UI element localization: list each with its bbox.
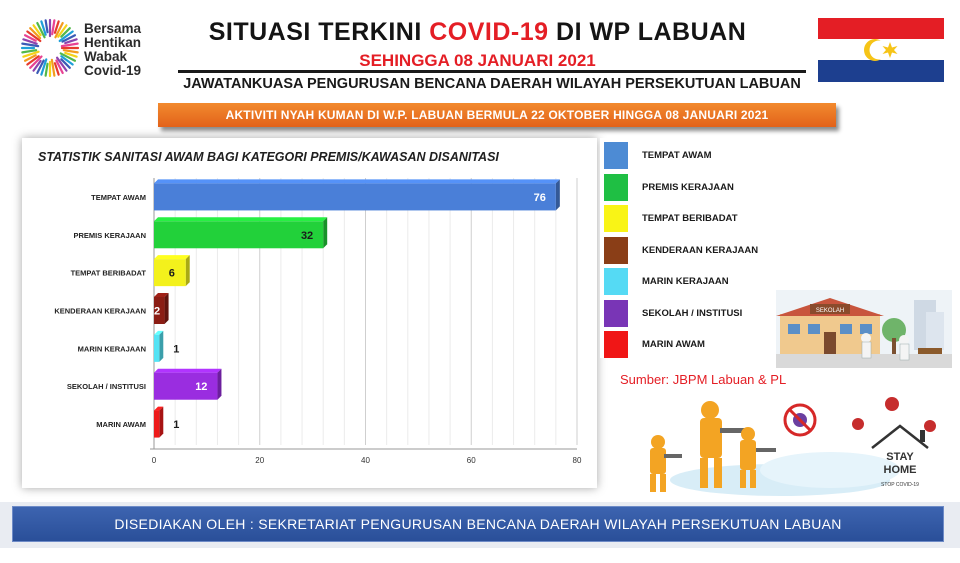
category-label: MARIN KERAJAAN: [77, 344, 146, 354]
legend-swatch: [604, 300, 628, 327]
category-label: TEMPAT AWAM: [91, 192, 146, 202]
bar-side-face: [217, 369, 221, 400]
legend-swatch: [604, 268, 628, 295]
x-tick-label: 40: [361, 456, 370, 465]
date-subtitle: SEHINGGA 08 JANUARI 2021: [359, 51, 596, 70]
category-label: KENDERAAN KERAJAAN: [54, 306, 146, 316]
labuan-flag-icon: [818, 18, 944, 82]
logo-ray: [46, 20, 48, 32]
category-label: PREMIS KERAJAAN: [73, 230, 146, 240]
bar: [154, 373, 217, 400]
source-note: Sumber: JBPM Labuan & PL: [620, 372, 787, 387]
stop-covid-caption: STOP COVID-19: [881, 482, 919, 488]
legend-label: PREMIS KERAJAAN: [642, 181, 734, 193]
bar: [154, 335, 159, 362]
committee-name: JAWATANKUASA PENGURUSAN BENCANA DAERAH WILAYAH PERSEKUTUAN LABUAN: [183, 76, 801, 92]
x-tick-label: 20: [255, 456, 265, 465]
page-title: [170, 18, 785, 47]
legend-swatch: [604, 174, 628, 201]
title-suffix: DI WP LABUAN: [556, 18, 747, 46]
category-label: SEKOLAH / INSTITUSI: [66, 382, 146, 392]
bar-side-face: [159, 331, 163, 362]
legend-label: MARIN AWAM: [642, 339, 705, 350]
bar-top-face: [154, 179, 560, 183]
x-tick-label: 60: [466, 456, 476, 465]
bar-value-label: 12: [195, 381, 208, 394]
legend-item: [604, 300, 774, 327]
logo-line: Covid-19: [84, 63, 142, 78]
bar-value-label: 1: [173, 419, 180, 432]
legend-label: MARIN KERAJAAN: [642, 276, 729, 287]
logo-line: Wabak: [84, 49, 128, 64]
legend-label: TEMPAT BERIBADAT: [642, 213, 738, 224]
chart-title: STATISTIK SANITASI AWAM BAGI KATEGORI PREMIS/KAWASAN DISANITASI: [38, 150, 499, 164]
legend-item: [604, 268, 774, 295]
bar-top-face: [154, 217, 327, 221]
bar-side-face: [165, 293, 169, 324]
logo-ray: [52, 60, 55, 76]
legend-swatch: [604, 142, 628, 169]
stay-home-text: HOME: [883, 464, 917, 476]
bar-chart: [22, 138, 597, 488]
logo-ray: [46, 64, 48, 76]
legend-item: [604, 174, 774, 201]
legend-label: SEKOLAH / INSTITUSI: [642, 307, 743, 319]
logo-line: Hentikan: [84, 35, 142, 50]
bar-side-face: [159, 407, 163, 438]
bar-side-face: [186, 255, 190, 286]
x-tick-label: 80: [572, 456, 582, 465]
legend-label: TEMPAT AWAM: [642, 150, 712, 161]
disinfection-workers-illustration: [630, 388, 950, 498]
school-sign: SEKOLAH: [815, 308, 845, 314]
bar-top-face: [154, 255, 190, 259]
bar: [154, 411, 159, 438]
title-prefix: SITUASI TERKINI: [208, 18, 422, 46]
bar: [154, 183, 556, 210]
activity-banner: AKTIVITI NYAH KUMAN DI W.P. LABUAN BERMULA 22 OKTOBER HINGGA 08 JANUARI 2021: [158, 103, 836, 127]
legend-swatch: [604, 237, 628, 264]
bar: [154, 221, 323, 248]
legend-swatch: [604, 331, 628, 358]
x-tick-label: 0: [151, 456, 157, 465]
sunburst-logo-icon: [18, 16, 82, 80]
category-label: MARIN AWAM: [96, 420, 146, 430]
stay-home-text: STAY: [886, 451, 914, 463]
bar-value-label: 1: [173, 343, 180, 356]
bar-value-label: 76: [533, 191, 546, 204]
category-label: TEMPAT BERIBADAT: [70, 268, 146, 278]
school-sanitizing-illustration: [776, 290, 952, 368]
bar-value-label: 2: [153, 305, 161, 318]
legend-item: [604, 331, 774, 358]
title-divider: [178, 70, 806, 73]
bar-value-label: 32: [300, 229, 314, 242]
legend-item: [604, 237, 774, 264]
bar-value-label: 6: [168, 267, 175, 280]
logo-line: Bersama: [84, 21, 142, 36]
logo-ray: [62, 44, 78, 47]
legend-swatch: [604, 205, 628, 232]
campaign-logo: [18, 16, 168, 86]
bar-top-face: [154, 369, 221, 373]
bar-side-face: [323, 217, 327, 248]
legend-item: [604, 205, 774, 232]
chart-legend: [600, 138, 776, 358]
footer-bar: DISEDIAKAN OLEH : SEKRETARIAT PENGURUSAN BENCANA DAERAH WILAYAH PERSEKUTUAN LABUAN: [12, 506, 944, 542]
logo-text: [84, 22, 141, 78]
bar-side-face: [556, 179, 560, 210]
legend-label: KENDERAAN KERAJAAN: [642, 244, 759, 256]
chart-card: [22, 138, 597, 488]
title-highlight: COVID-19: [429, 18, 549, 46]
legend-item: [604, 142, 774, 169]
